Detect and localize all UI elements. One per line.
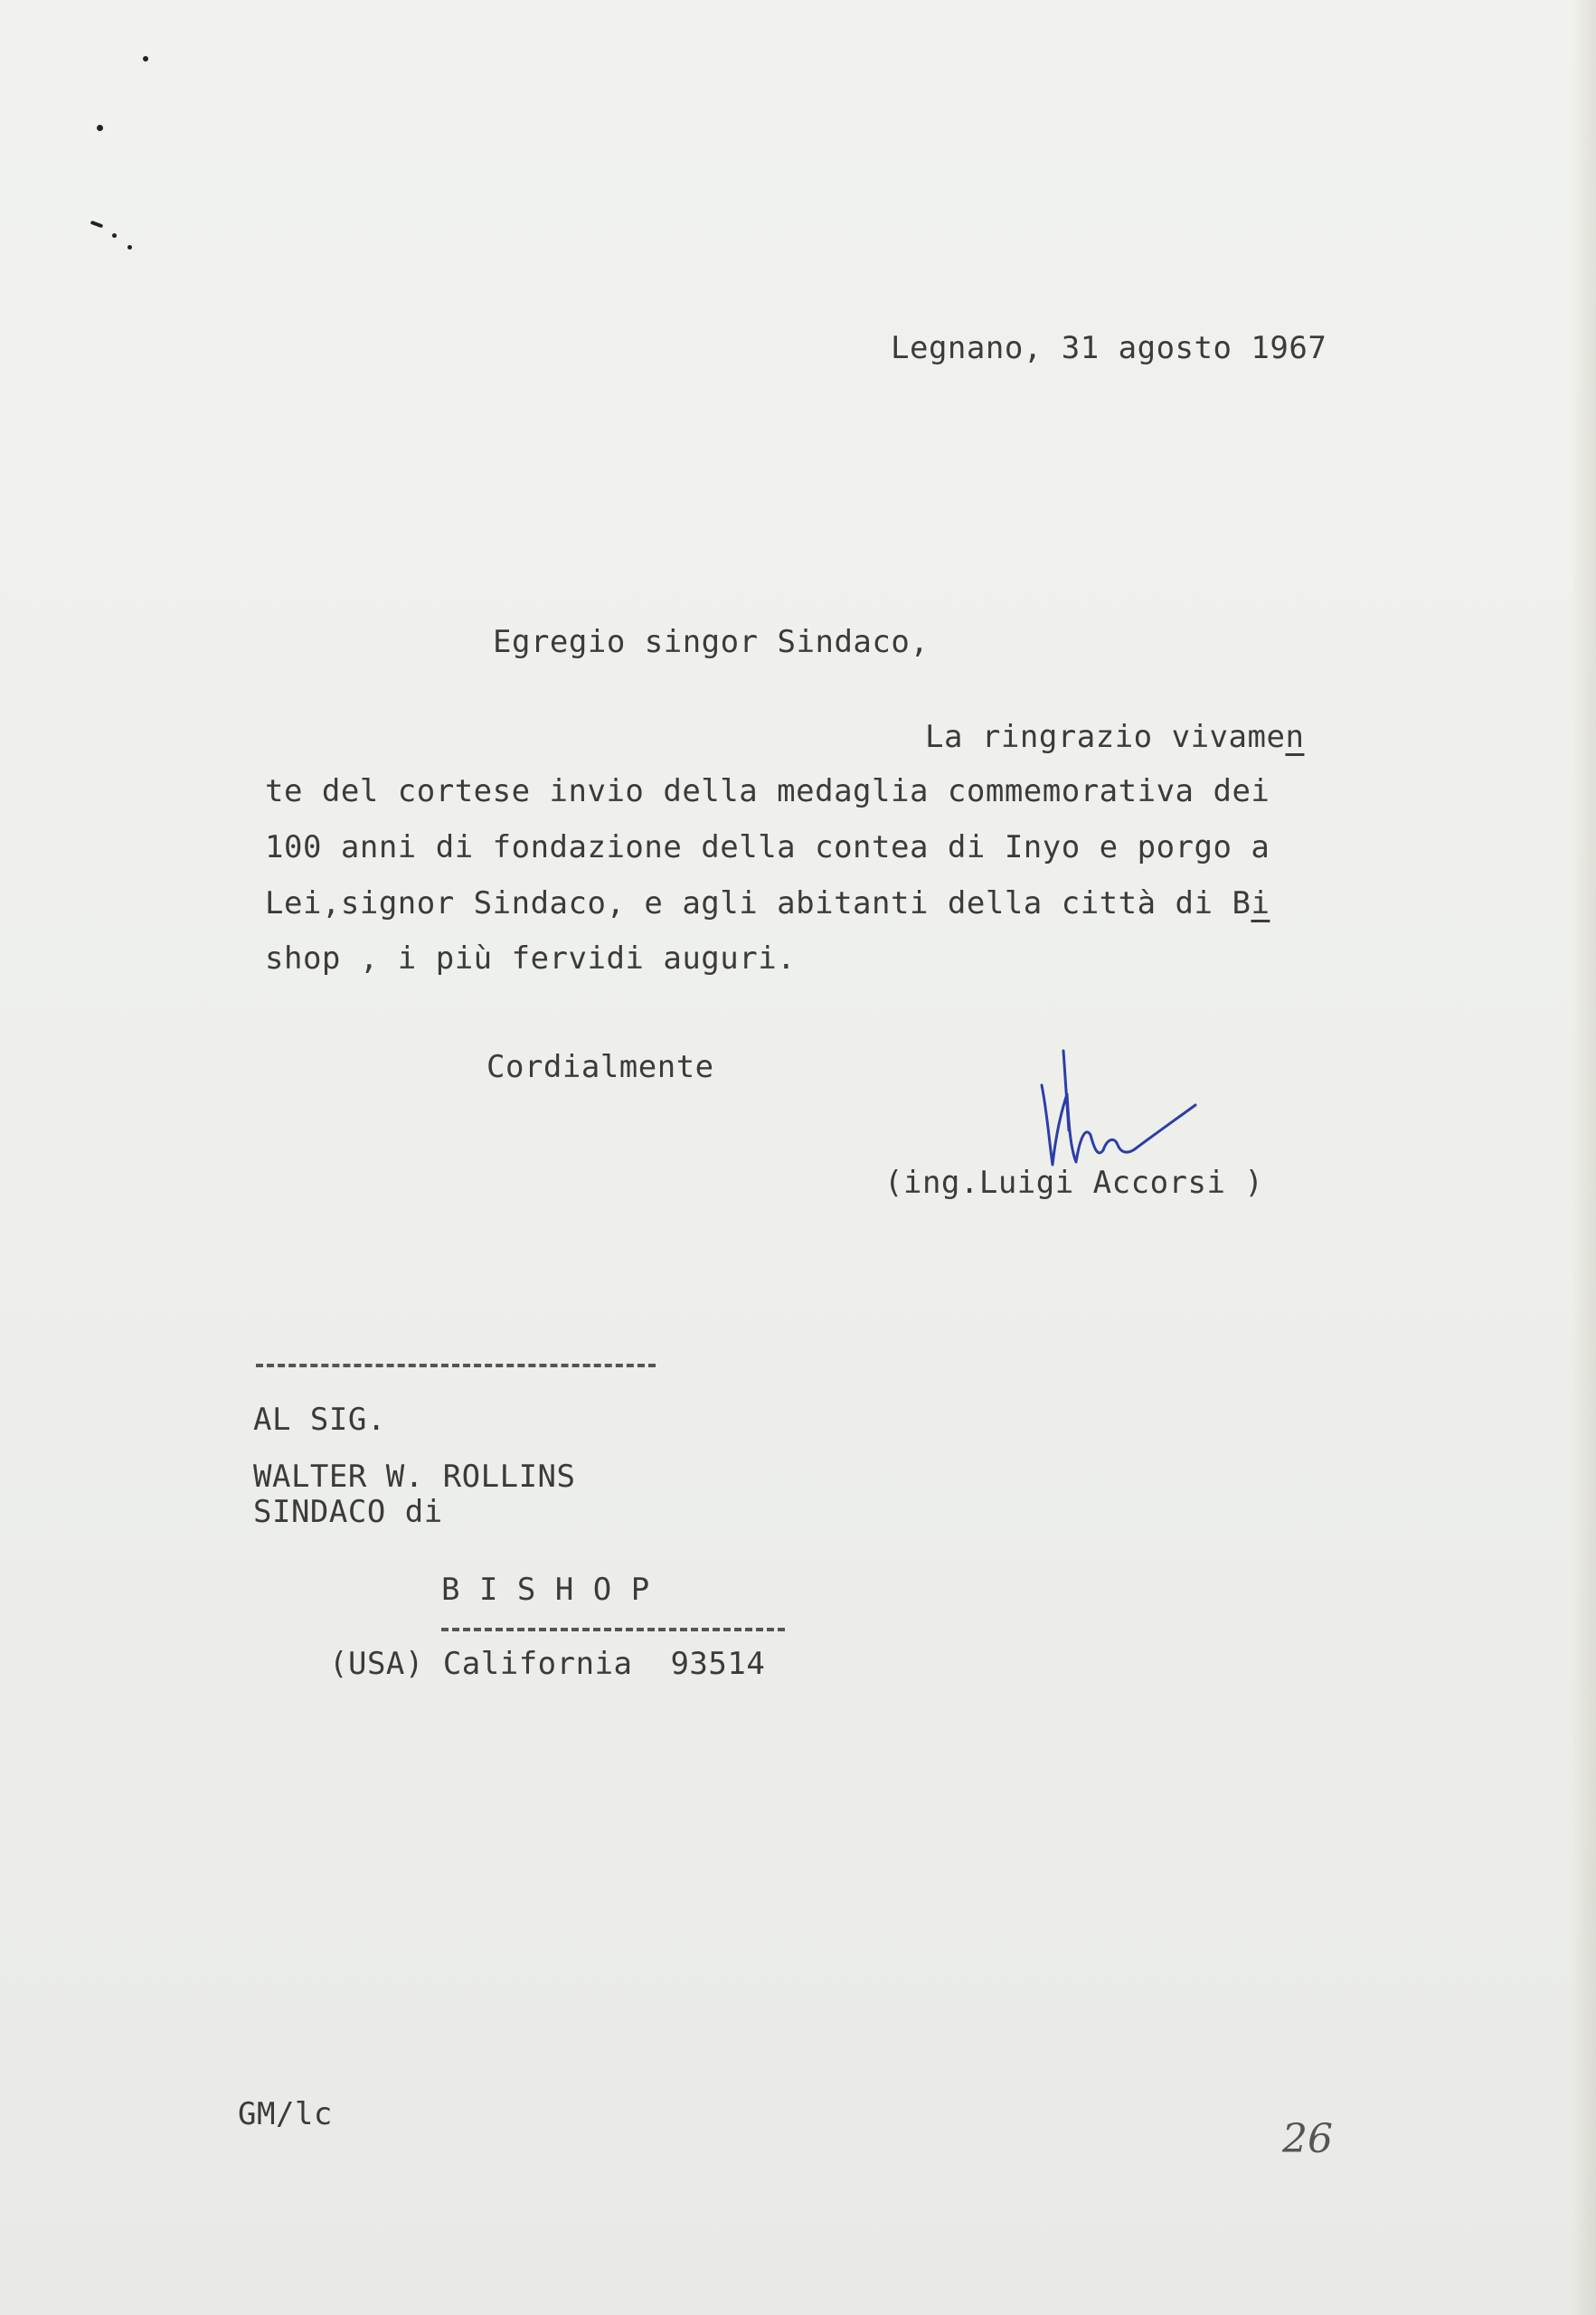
ink-speck [97, 125, 103, 131]
body-line-3: 100 anni di fondazione della contea di Inyo e porgo a [265, 829, 1270, 865]
body-line-1 [925, 719, 1304, 755]
ink-speck [127, 245, 132, 250]
reference-code: GM/lc [238, 2096, 333, 2132]
body-line-5: shop , i più fervidi auguri. [265, 940, 797, 977]
page-number: 26 [1282, 2116, 1333, 2162]
separator-line [256, 1364, 656, 1367]
address-country: (USA) California 93514 [329, 1646, 766, 1682]
body-line-1-text: La ringrazio vivame [925, 719, 1286, 755]
handwritten-signature [1031, 1049, 1212, 1176]
body-line-1-underlined: n [1285, 719, 1305, 755]
city-underline [441, 1628, 785, 1631]
body-line-4 [265, 885, 1270, 921]
ink-speck [112, 233, 117, 238]
signature-name: (ing.Luigi Accorsi ) [884, 1165, 1264, 1201]
letter-date: Legnano, 31 agosto 1967 [891, 330, 1327, 366]
salutation: Egregio singor Sindaco, [493, 624, 930, 660]
ink-speck [143, 56, 148, 61]
body-line-2: te del cortese invio della medaglia commemorativa dei [265, 773, 1270, 809]
address-name: WALTER W. ROLLINS [253, 1459, 576, 1495]
body-line-4-underlined: i [1251, 885, 1270, 921]
address-line-1: AL SIG. [253, 1402, 386, 1438]
address-title: SINDACO di [253, 1494, 443, 1530]
ink-speck [90, 221, 104, 229]
address-city: B I S H O P [441, 1572, 650, 1608]
closing: Cordialmente [486, 1049, 714, 1085]
body-line-4-text: Lei,signor Sindaco, e agli abitanti della città di B [265, 885, 1251, 921]
